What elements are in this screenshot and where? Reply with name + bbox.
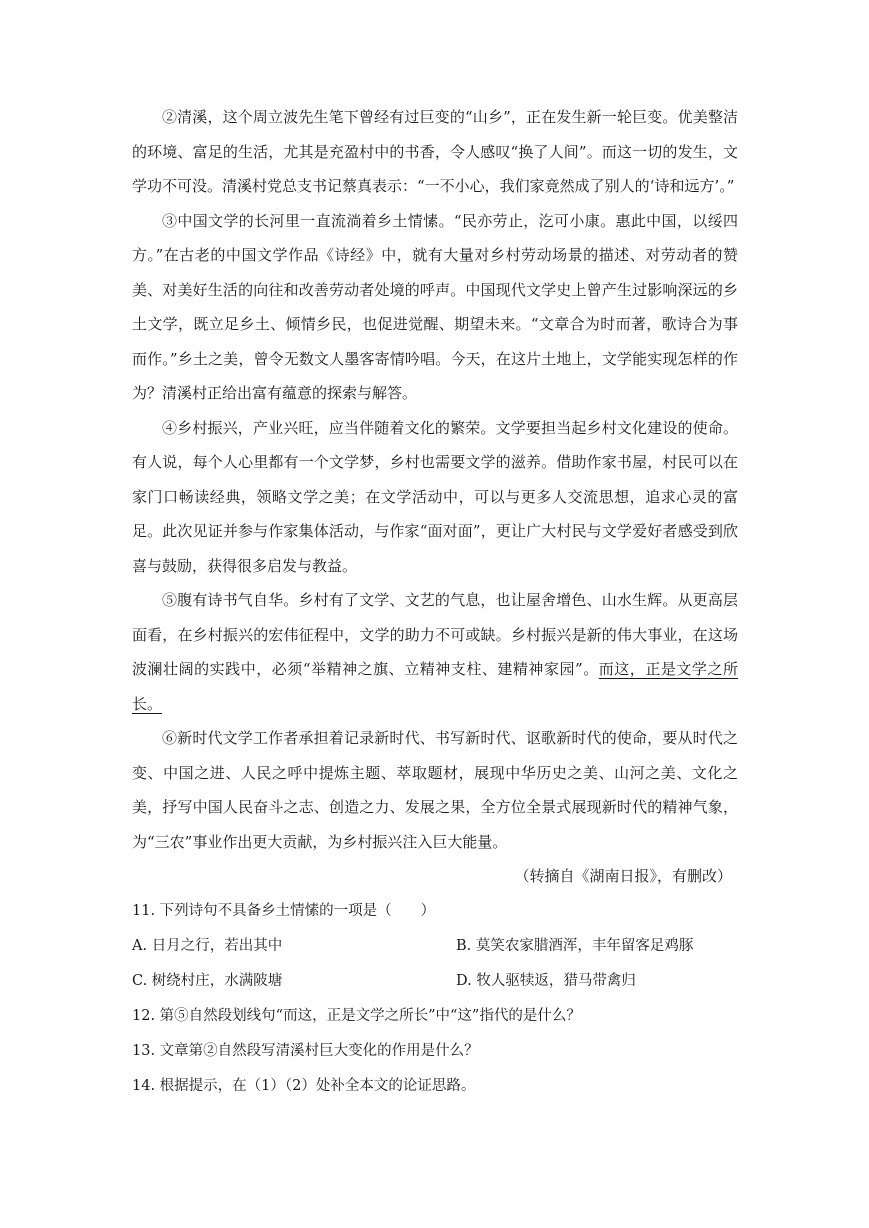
option-c: C. 树绕村庄，水满陂塘 [132,972,283,989]
paragraph-4: ④乡村振兴，产业兴旺，应当伴随着文化的繁荣。文学要担当起乡村文化建设的使命。有人说，每个人心里都有一个文学梦，乡村也需要文学的滋养。借助作家书屋，村民可以在家门口畅读经典，领略文学之美；在文学活动中，可以与更多人交流思想，追求心灵的富足。此次见证并参与作家集体活动，与作家“面对面”，更让广大村民与文学爱好者感受到欣喜与鼓励，获得很多启发与教益。 [132,418,738,575]
paragraph-3: ③中国文学的长河里一直流淌着乡土情愫。“民亦劳止，汔可小康。惠此中国，以绥四方。”在古老的中国文学作品《诗经》中，就有大量对乡村劳动场景的描述、对劳动者的赞美、对美好生活的向往和改善劳动者处境的呼声。中国现代文学史上曾产生过影响深远的乡土文学，既立足乡土、倾情乡民，也促进觉醒、期望未来。“文章合为时而著，歌诗合为事而作。”乡土之美，曾令无数文人墨客寄情吟唱。今天，在这片土地上，文学能实现怎样的作为？清溪村正给出富有蕴意的探索与解答。 [132,211,738,402]
paragraph-6: ⑥新时代文学工作者承担着记录新时代、书写新时代、讴歌新时代的使命，要从时代之变、中国之进、人民之呼中提炼主题、萃取题材，展现中华历史之美、山河之美、文化之美，抒写中国人民奋斗之志、创造之力、发展之果，全方位全景式展现新时代的精神气象，为“三农”事业作出更大贡献，为乡村振兴注入巨大能量。 [132,729,738,851]
question-11-options [132,929,738,999]
option-d: D. 牧人驱犊返，猎马带禽归 [456,972,636,989]
question-13: 13. 文章第②自然段写清溪村巨大变化的作用是什么？ [132,1042,479,1059]
question-12: 12. 第⑤自然段划线句“而这，正是文学之所长”中“这”指代的是什么？ [132,1007,581,1024]
article-source: （转摘自《湖南日报》，有删改） [514,867,732,885]
question-11-stem: 11. 下列诗句不具备乡土情愫的一项是（ ） [132,902,436,919]
question-14: 14. 根据提示，在（1）（2）处补全本文的论证思路。 [132,1077,476,1094]
paragraph-5 [132,583,738,721]
document-page [132,100,738,1104]
paragraph-2: ②清溪，这个周立波先生笔下曾经有过巨变的“山乡”，正在发生新一轮巨变。优美整洁的环境、富足的生活，尤其是充盈村中的书香，令人感叹“换了人间”。而这一切的发生，文学功不可没。清溪村党总支书记蔡真表示：“一不小心，我们家竟然成了别人的‘诗和远方’。” [132,108,738,195]
option-a: A. 日月之行，若出其中 [132,937,283,954]
underlined-sentence: 而这，正是文学之所长。 [132,660,738,713]
paragraph-5-text: ⑤腹有诗书气自华。乡村有了文学、文艺的气息，也让屋舍增色、山水生辉。从更高层面看，在乡村振兴的宏伟征程中，文学的助力不可或缺。乡村振兴是新的伟大事业，在这场波澜壮阔的实践中，必须“举精神之旗、立精神支柱、建精神家园”。 [132,591,738,678]
option-b: B. 莫笑农家腊酒浑，丰年留客足鸡豚 [456,937,694,954]
